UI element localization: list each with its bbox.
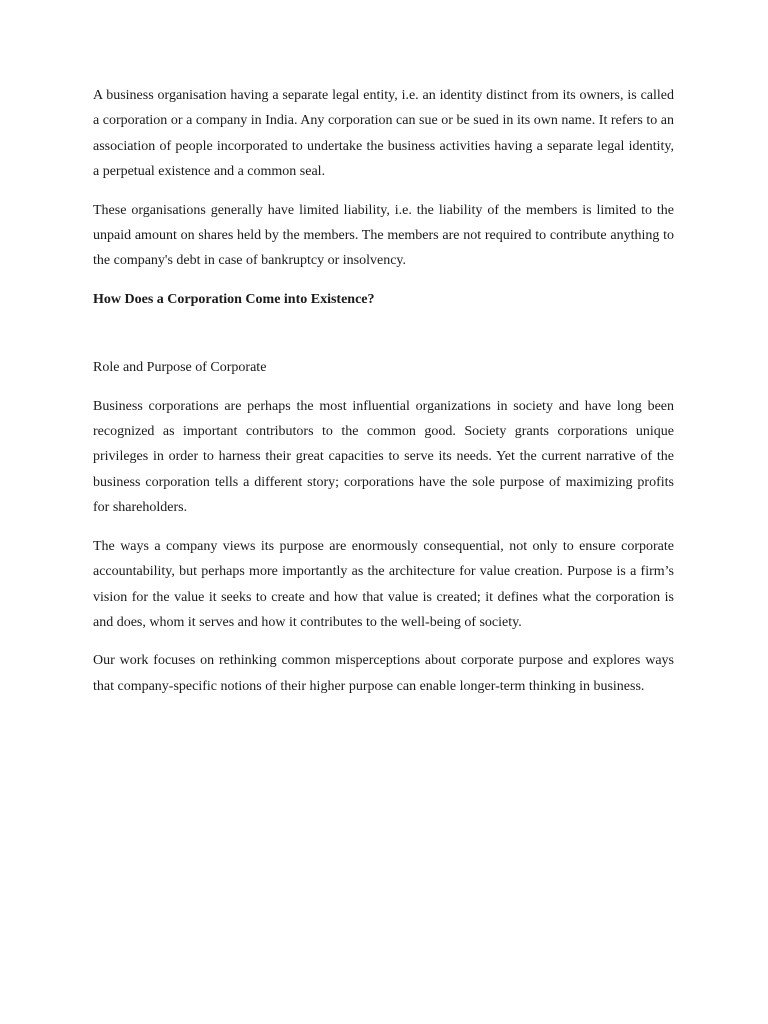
section-heading: How Does a Corporation Come into Existence? (93, 291, 375, 307)
section-subheading: Role and Purpose of Corporate (93, 360, 267, 376)
paragraph-our-work: Our work focuses on rethinking common misperceptions about corporate purpose and explores ways that company-specific notions of their higher purpose can enable longer-term thinking in business. (93, 653, 674, 694)
document-body (93, 83, 674, 712)
paragraph-corporation-definition: A business organisation having a separate legal entity, i.e. an identity distinct from its owners, is called a corporation or a company in India. Any corporation can sue or be sued in its own name. It refers to an association of people incorporated to undertake the business activities having a separate legal identity, a perpetual existence and a common seal. (93, 88, 674, 180)
paragraph-company-purpose: The ways a company views its purpose are enormously consequential, not only to ensure corporate accountability, but perhaps more importantly as the architecture for value creation. Purpose is a firm’s vision for the value it seeks to create and how that value is created; it defines what the corporation is and does, whom it serves and how it contributes to the well-being of society. (93, 538, 674, 630)
paragraph-business-corporations: Business corporations are perhaps the most influential organizations in society and have long been recognized as important contributors to the common good. Society grants corporations unique privileges in order to harness their great capacities to serve its needs. Yet the current narrative of the business corporation tells a different story; corporations have the sole purpose of maximizing profits for shareholders. (93, 398, 674, 516)
paragraph-limited-liability: These organisations generally have limited liability, i.e. the liability of the members is limited to the unpaid amount on shares held by the members. The members are not required to contribute anything to the company's debt in case of bankruptcy or insolvency. (93, 202, 674, 269)
